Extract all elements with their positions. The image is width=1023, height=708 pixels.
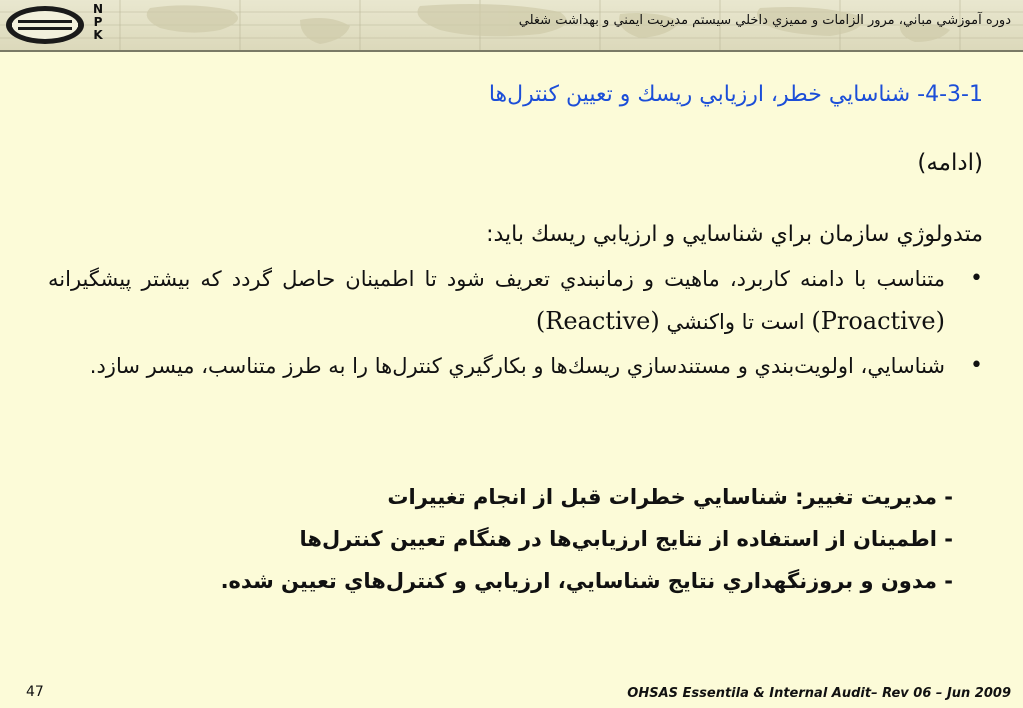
bullet-text: شناسايي، اولويت‌بندي و مستندسازي ريسك‌ها و بكارگيري كنترل‌ها را به طرز متناسب، ميسر سازد. [89, 354, 945, 378]
section-title: 4-3-1- شناسايي خطر، ارزيابي ريسك و تعيين كنترل‌ها [488, 82, 983, 107]
reactive-term: (Reactive) [535, 307, 660, 335]
header-title: دوره آموزشي مباني، مرور الزامات و مميزي داخلي سيستم مديريت ايمني و بهداشت شغلي [518, 13, 1011, 28]
npk-logo [4, 4, 86, 46]
dash-item: - مدون و بروزنگهداري نتايج شناسايي، ارزيابي و كنترل‌هاي تعيين شده. [220, 569, 953, 593]
bullet-list [48, 258, 983, 389]
logo-letter-p: P [93, 15, 103, 29]
bullet-dot-icon: • [970, 266, 983, 291]
bullet-text [48, 258, 945, 343]
dash-list [221, 476, 953, 602]
continued-label: (ادامه) [917, 150, 983, 176]
bullet-item [48, 258, 983, 343]
footer-text: OHSAS Essentila & Internal Audit– Rev 06 – Jun 2009 [627, 686, 1011, 701]
dash-item: - اطمينان از استفاده از نتايج ارزيابي‌ها در هنگام تعيين كنترل‌ها [299, 527, 953, 551]
bullet-dot-icon: • [970, 353, 983, 378]
bullet-text-b: است تا واكنشي [666, 310, 805, 334]
bullet-item [48, 345, 983, 387]
dash-item: - مديريت تغيير: شناسايي خطرات قبل از انجام تغييرات [387, 485, 953, 509]
page-number: 47 [26, 684, 44, 700]
slide-header [0, 0, 1023, 52]
logo-letter-k: K [93, 28, 103, 42]
proactive-term: (Proactive) [811, 307, 945, 335]
intro-text: متدولوژي سازمان براي شناسايي و ارزيابي ريسك بايد: [486, 222, 983, 247]
bullet-text-a: متناسب با دامنه كاربرد، ماهيت و زمانبندي تعريف شود تا اطمينان حاصل گردد كه بيشتر پيشگيرانه [48, 267, 945, 291]
logo-letters [90, 3, 106, 42]
logo-letter-n: N [92, 2, 104, 16]
